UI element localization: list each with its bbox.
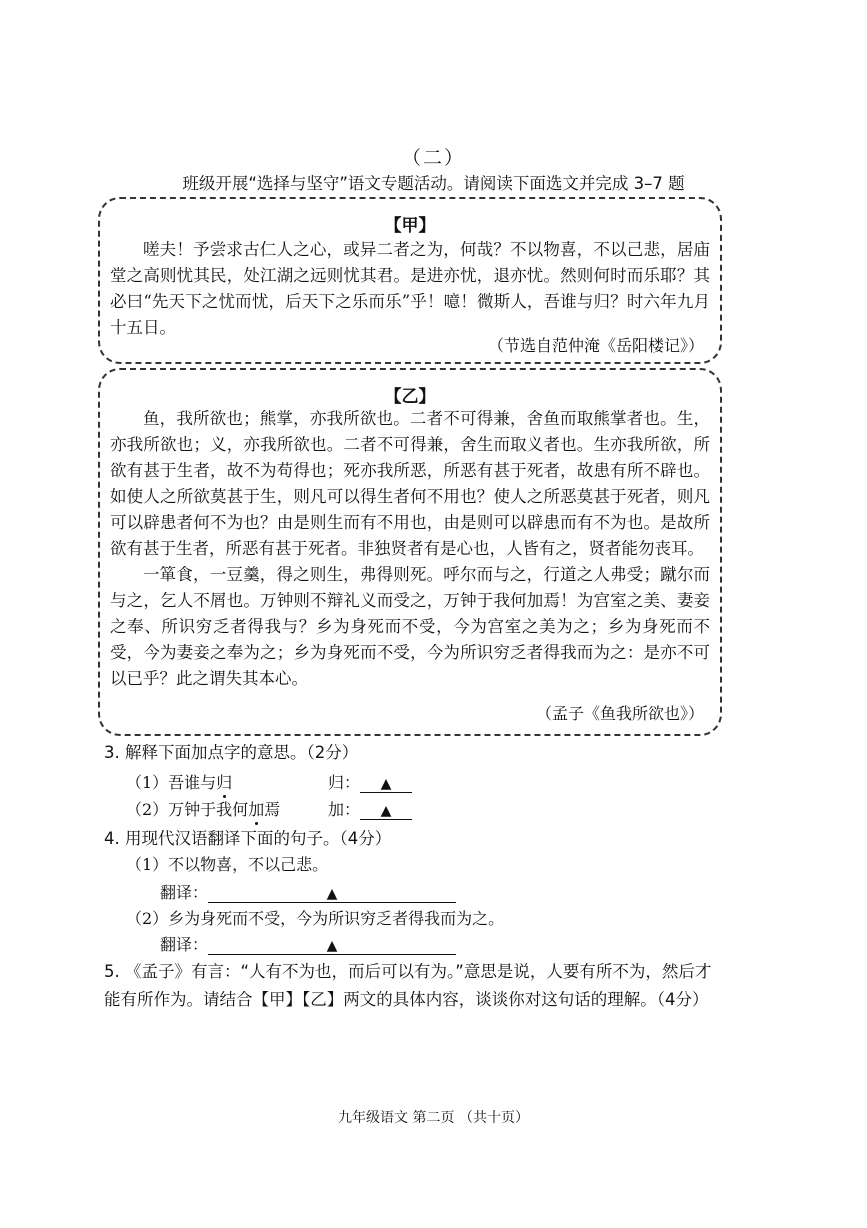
q4-translation-2-label: 翻译：: [160, 935, 209, 954]
section-intro: 班级开展“选择与坚守”语文专题活动。请阅读下面选文并完成 3–7 题: [182, 174, 685, 193]
passage-b-source: （孟子《鱼我所欲也》）: [535, 704, 704, 723]
passage-a-box: [98, 197, 722, 364]
passage-b-paragraph-1: 鱼，我所欲也；熊掌，亦我所欲也。二者不可得兼，舍鱼而取熊掌者也。生，亦我所欲也；义，亦我所欲也。二者不可得兼，舍生而取义者也。生亦我所欲，所欲有甚于生者，故不为苟得也；死亦我所恶，所恶有甚于死者，故患有所不辟也。如使人之所欲莫甚于生，则凡可以得生者何不用也？使人之所恶莫甚于死者，则凡可以辟患者何不为也？由是则生而有不用也，由是则可以辟患而有不为也。是故所欲有甚于生者，所恶有甚于死者。非独贤者有是心也，人皆有之，贤者能勿丧耳。: [110, 409, 710, 558]
q3-item-1-dotted-char: 归: [216, 773, 233, 792]
passage-a-paragraph: 嗟夫！予尝求古仁人之心，或异二者之为，何哉？不以物喜，不以己悲，居庙堂之高则忧其民，处江湖之远则忧其君。是进亦忧，退亦忧。然则何时而乐耶？其必曰“先天下之忧而忧，后天下之乐而乐”乎！噫！微斯人，吾谁与归？时六年九月十五日。: [110, 240, 710, 337]
q3-answer-1-blank[interactable]: [360, 773, 412, 793]
page-footer: 九年级语文 第二页 （共十页）: [338, 1110, 529, 1126]
passage-b-paragraph-2: 一箪食，一豆羹，得之则生，弗得则死。呼尔而与之，行道之人弗受；蹴尔而与之，乞人不屑也。万钟则不辩礼义而受之，万钟于我何加焉！为宫室之美、妻妾之奉、所识穷乏者得我与？乡为身死而不受，今为宫室之美为之；乡为身死而不受，今为妻妾之奉为之；乡为身死而不受，今为所识穷乏者得我而为之：是亦不可以已乎？此之谓失其本心。: [110, 565, 710, 688]
passage-a-source: （节选自范仲淹《岳阳楼记》）: [487, 336, 704, 355]
q3-item-1-text: （1）吾谁与: [126, 773, 217, 792]
question-5-prompt: 5. 《孟子》有言：“人有不为也，而后可以有为。”意思是说，人要有所不为，然后才能有所作为。请结合【甲】【乙】两文的具体内容，谈谈你对这句话的理解。（4分）: [104, 962, 712, 1009]
question-3-answer-2: [328, 797, 412, 820]
answer-marker-icon: ▲: [326, 938, 338, 954]
q3-item-2-term: 加：: [328, 800, 361, 819]
question-4-item-1: （1）不以物喜，不以己悲。: [126, 855, 329, 874]
question-3-prompt: 3. 解释下面加点字的意思。（2分）: [104, 743, 359, 762]
passage-b-box: [98, 368, 722, 736]
q4-translation-2-blank[interactable]: [208, 935, 456, 955]
q3-item-1-term: 归：: [328, 773, 361, 792]
question-4-item-2: （2）乡为身死而不受，今为所识穷乏者得我而为之。: [126, 909, 505, 928]
question-3-answer-1: [328, 770, 412, 793]
question-4-prompt: 4. 用现代汉语翻译下面的句子。（4分）: [104, 829, 392, 848]
q4-translation-1-label: 翻译：: [160, 883, 209, 902]
passage-b-title: 【乙】: [384, 387, 436, 407]
q3-item-2-dotted-char: 加: [248, 800, 265, 819]
q3-item-2-tail: 焉: [264, 800, 281, 819]
passage-b-text: [110, 406, 710, 692]
question-4-translation-2: [160, 932, 456, 955]
section-number: （二）: [401, 147, 465, 169]
question-3-item-2: [126, 797, 280, 820]
passage-a-text: [110, 237, 710, 341]
q4-translation-1-blank[interactable]: [208, 883, 456, 903]
q3-answer-2-blank[interactable]: [360, 800, 412, 820]
q3-item-2-text: （2）万钟于我何: [126, 800, 249, 819]
question-4-translation-1: [160, 880, 456, 903]
question-3-item-1: [126, 770, 232, 793]
answer-marker-icon: ▲: [380, 803, 392, 819]
passage-a-title: 【甲】: [384, 216, 436, 236]
answer-marker-icon: ▲: [326, 886, 338, 902]
answer-marker-icon: ▲: [380, 776, 392, 792]
